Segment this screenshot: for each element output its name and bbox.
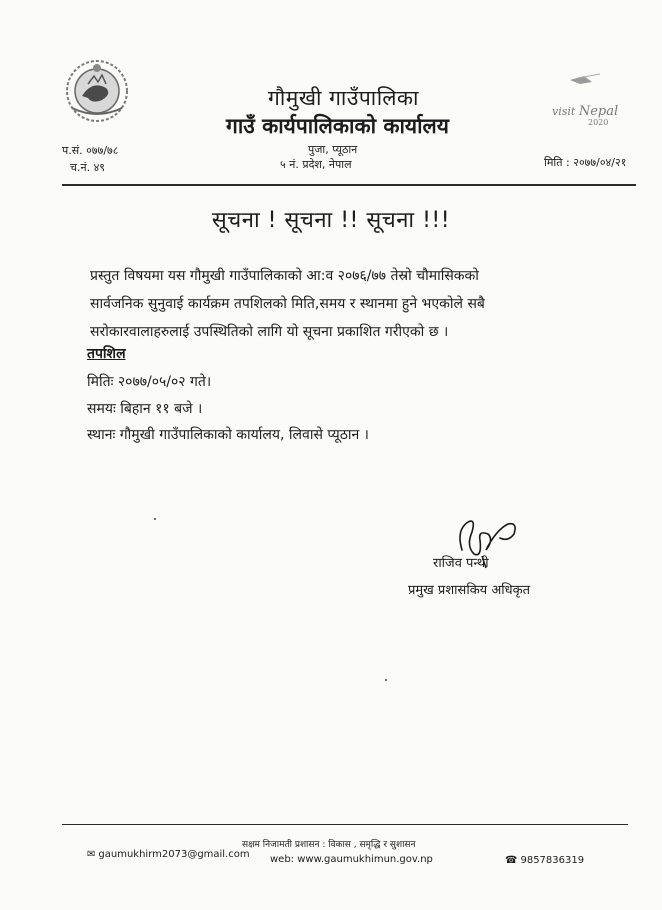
footer-email bbox=[87, 849, 250, 860]
scan-speck bbox=[385, 679, 387, 681]
footer-phone bbox=[505, 855, 584, 866]
email-text: gaumukhirm2073@gmail.com bbox=[98, 849, 250, 860]
notice-paragraph-line: सार्वजनिक सुनुवाई कार्यक्रम तपशिलको मिति,समय र स्थानमा हुने भएकोले सबै bbox=[90, 296, 485, 312]
header-divider bbox=[62, 184, 636, 186]
office-name: गौमुखी गाउँपालिका bbox=[268, 86, 419, 110]
reference-number: प.सं. ०७७/७८ bbox=[62, 144, 119, 157]
nepal-emblem-icon bbox=[62, 58, 132, 124]
details-heading: तपशिल bbox=[87, 346, 126, 362]
detail-time: समयः बिहान ११ बजे । bbox=[87, 401, 203, 417]
signatory-name: राजिव पन्थी bbox=[433, 556, 489, 571]
phone-icon: ☎ bbox=[505, 855, 518, 866]
office-title: गाउँ कार्यपालिकाको कार्यालय bbox=[226, 114, 449, 138]
detail-date: मितिः २०७७/०५/०२ गते। bbox=[87, 374, 212, 390]
notice-paragraph-line: सरोकारवालाहरुलाई उपस्थितिको लागि यो सूचना प्रकाशित गरीएको छ । bbox=[90, 324, 449, 340]
nepal-text: Nepal bbox=[578, 104, 619, 119]
notice-heading: सूचना ! सूचना !! सूचना !!! bbox=[211, 208, 451, 233]
visit-nepal-logo bbox=[548, 72, 628, 130]
visit-year: 2020 bbox=[588, 118, 609, 127]
notice-paragraph-line: प्रस्तुत विषयमा यस गौमुखी गाउँपालिकाको आ:व २०७६/७७ तेस्रो चौमासिकको bbox=[90, 268, 479, 284]
dispatch-number: च.नं. ४९ bbox=[70, 161, 106, 174]
detail-venue: स्थानः गौमुखी गाउँपालिकाको कार्यालय, लिवासे प्यूठान । bbox=[87, 427, 369, 443]
visit-text: visit bbox=[552, 105, 576, 118]
letter-date: मिति : २०७७/०४/२१ bbox=[544, 156, 627, 169]
footer-motto: सक्षम निजामती प्रशासन : विकास , समृद्धि र सुशासन bbox=[242, 840, 416, 850]
phone-text: 9857836319 bbox=[520, 855, 585, 866]
signatory-title: प्रमुख प्रशासकिय अधिकृत bbox=[408, 583, 531, 598]
address-line-1: पुजा, प्यूठान bbox=[308, 143, 358, 156]
footer-website: web: www.gaumukhimun.gov.np bbox=[270, 854, 433, 865]
mail-icon: ✉ bbox=[87, 849, 96, 860]
scan-speck bbox=[154, 518, 156, 520]
address-line-2: ५ नं. प्रदेश, नेपाल bbox=[280, 158, 352, 171]
footer-divider bbox=[62, 824, 628, 825]
